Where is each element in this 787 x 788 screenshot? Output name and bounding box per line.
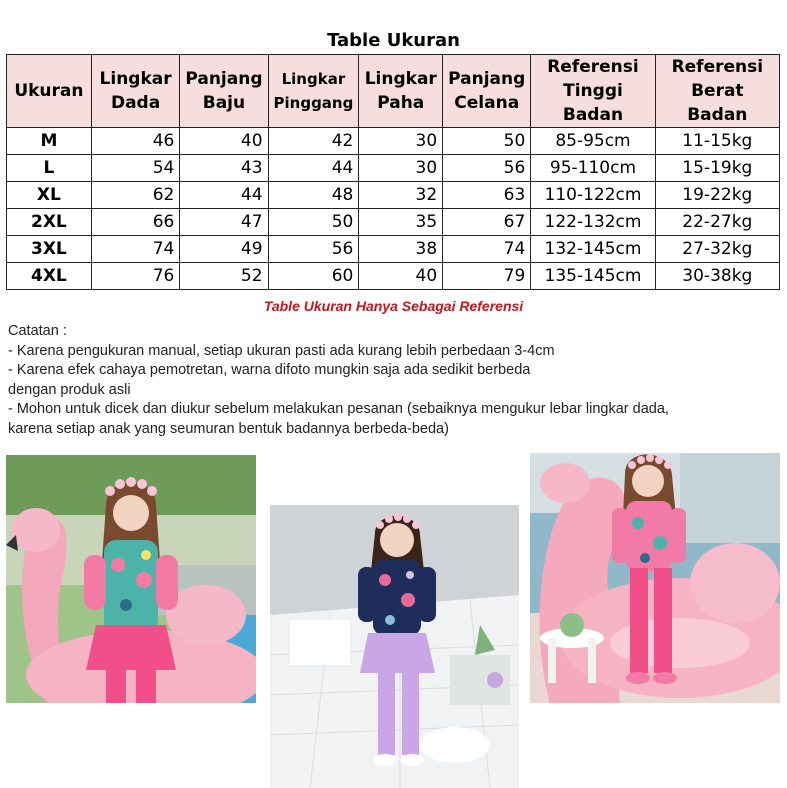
catatan-line: dengan produk asli [8, 381, 131, 398]
table-cell: 15-19kg [655, 155, 779, 182]
table-cell: 132-145cm [531, 236, 655, 263]
header-panjang-baju: Panjang Baju [180, 55, 268, 128]
table-cell: 40 [180, 128, 268, 155]
product-photo-flamingo-left [6, 455, 256, 703]
header-lingkar-pinggang: Lingkar Pinggang [268, 55, 359, 128]
header-lingkar-paha: Lingkar Paha [359, 55, 443, 128]
size-table [6, 54, 780, 290]
table-cell: 122-132cm [531, 209, 655, 236]
table-cell: 32 [359, 182, 443, 209]
catatan-line: - Mohon untuk dicek dan diukur sebelum melakukan pesanan (sebaiknya mengukur lebar lingkar dada, [8, 401, 669, 417]
table-cell: 56 [443, 155, 531, 182]
table-row [7, 155, 780, 182]
table-cell: 46 [91, 128, 180, 155]
table-cell: 27-32kg [655, 236, 779, 263]
table-cell: 56 [268, 236, 359, 263]
table-cell: 50 [443, 128, 531, 155]
table-cell: 62 [91, 182, 180, 209]
catatan-block [8, 322, 778, 439]
table-row [7, 209, 780, 236]
table-cell: 60 [268, 263, 359, 290]
table-cell: 66 [91, 209, 180, 236]
table-cell: 135-145cm [531, 263, 655, 290]
table-cell: 35 [359, 209, 443, 236]
table-row [7, 236, 780, 263]
product-photo-flamingo-right [530, 453, 780, 703]
table-cell: 85-95cm [531, 128, 655, 155]
table-cell: 38 [359, 236, 443, 263]
reference-note: Table Ukuran Hanya Sebagai Referensi [263, 298, 524, 314]
table-title: Table Ukuran [327, 30, 460, 51]
size-cell: 2XL [7, 209, 92, 236]
table-cell: 52 [180, 263, 268, 290]
size-cell: M [7, 128, 92, 155]
table-cell: 19-22kg [655, 182, 779, 209]
catatan-line: - Karena efek cahaya pemotretan, warna difoto mungkin saja ada sedikit berbeda [8, 362, 531, 378]
table-cell: 74 [443, 236, 531, 263]
header-panjang-celana: Panjang Celana [443, 55, 531, 128]
table-cell: 74 [91, 236, 180, 263]
table-cell: 50 [268, 209, 359, 236]
table-cell: 30 [359, 155, 443, 182]
table-cell: 110-122cm [531, 182, 655, 209]
table-row [7, 182, 780, 209]
catatan-heading: Catatan : [8, 323, 67, 339]
table-cell: 44 [268, 155, 359, 182]
size-cell: L [7, 155, 92, 182]
header-lingkar-dada: Lingkar Dada [91, 55, 180, 128]
size-cell: XL [7, 182, 92, 209]
table-row [7, 128, 780, 155]
table-cell: 54 [91, 155, 180, 182]
table-cell: 76 [91, 263, 180, 290]
table-cell: 40 [359, 263, 443, 290]
size-cell: 4XL [7, 263, 92, 290]
table-header-row [7, 55, 780, 128]
catatan-line: - Karena pengukuran manual, setiap ukuran pasti ada kurang lebih perbedaan 3-4cm [8, 342, 555, 359]
table-cell: 95-110cm [531, 155, 655, 182]
size-table-body [7, 128, 780, 290]
table-row [7, 263, 780, 290]
table-cell: 49 [180, 236, 268, 263]
product-photo-studio-center [270, 505, 519, 788]
table-cell: 79 [443, 263, 531, 290]
table-cell: 22-27kg [655, 209, 779, 236]
size-cell: 3XL [7, 236, 92, 263]
table-cell: 42 [268, 128, 359, 155]
catatan-line: karena setiap anak yang seumuran bentuk badannya berbeda-beda) [8, 420, 449, 437]
table-cell: 11-15kg [655, 128, 779, 155]
table-cell: 44 [180, 182, 268, 209]
table-cell: 48 [268, 182, 359, 209]
header-referensi-berat: Referensi Berat Badan [655, 55, 779, 128]
table-cell: 43 [180, 155, 268, 182]
header-referensi-tinggi: Referensi Tinggi Badan [531, 55, 655, 128]
table-cell: 30 [359, 128, 443, 155]
table-cell: 67 [443, 209, 531, 236]
table-cell: 30-38kg [655, 263, 779, 290]
table-cell: 47 [180, 209, 268, 236]
table-cell: 63 [443, 182, 531, 209]
header-ukuran: Ukuran [7, 55, 92, 128]
